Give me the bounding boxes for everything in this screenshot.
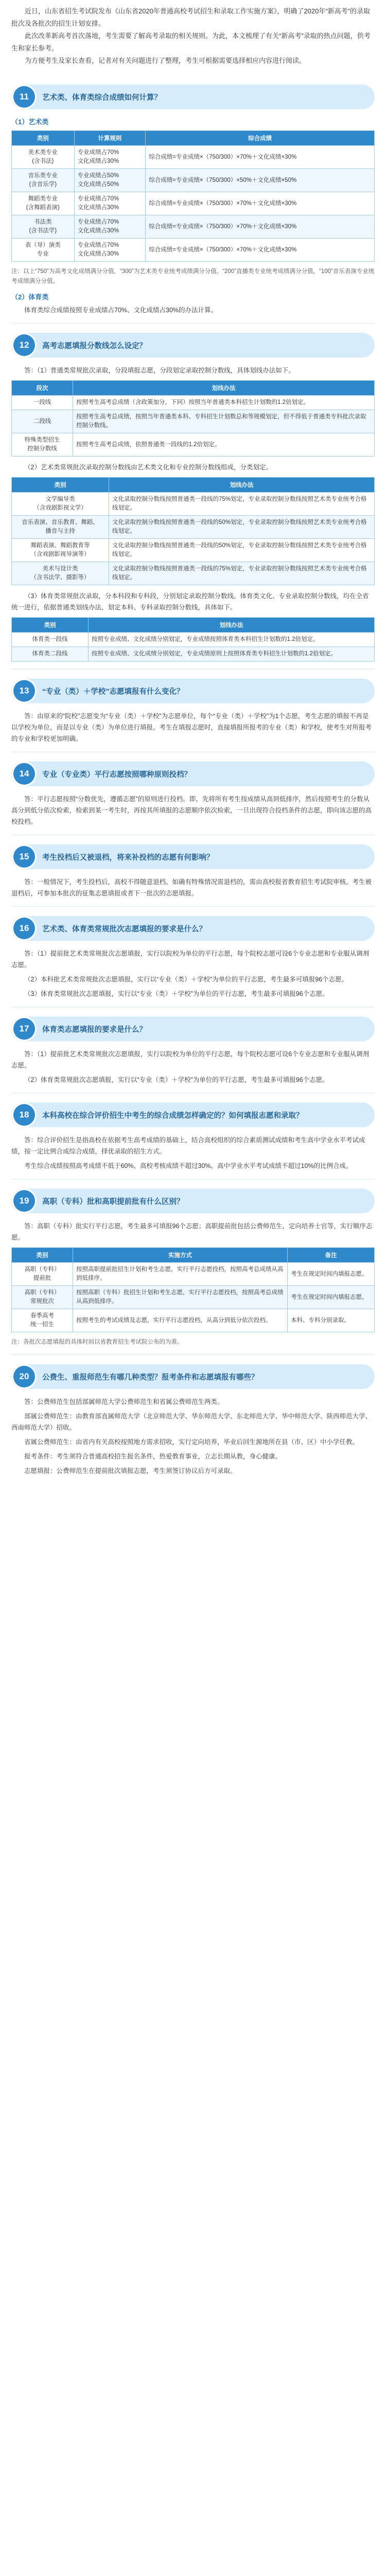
- table-cell: 舞蹈类专业 (含舞蹈表演): [12, 192, 75, 215]
- answer-paragraph: 答：由原来的“院校”志愿变为“专业（类）＋学校”为志愿单位，每个“专业（类）＋学校”为1个志愿，考生志愿的填报不再是以学校为单位，而是以专业（类）为单位进行填报。考生在填报志愿时，直接填报所报考的专业（类）和学校，使考生对所报考的专业和学校更加明确。: [11, 713, 372, 742]
- intro: [11, 0, 375, 75]
- question-title: 高职（专科）批和高职提前批有什么区别？: [42, 1197, 184, 1206]
- table-cell: 文学编导类 （含戏剧影视文学）: [12, 493, 109, 516]
- table-cell: 美术与设计类 （含书法学、摄影等）: [12, 562, 109, 585]
- question-block: [11, 844, 375, 899]
- table-row: [12, 647, 375, 662]
- question-block: [11, 1103, 375, 1172]
- answer-paragraph: （2）艺术类常规批次录取控制分数线由艺术类文化和专业控制分数线组成，分类划定。: [24, 464, 272, 471]
- table-cell: 特殊类型招生 控制分数线: [12, 433, 73, 456]
- question-title: 艺术类、体育类常规批次志愿填报的要求是什么？: [42, 925, 206, 934]
- table-cell: 综合成绩=专业成绩×（750/300）×70%＋文化成绩×30%: [146, 215, 375, 239]
- table-row: [12, 493, 375, 516]
- table-row: [12, 192, 375, 215]
- table-cell: 春季高考 统一招生: [12, 1309, 73, 1332]
- question-number: 13: [13, 680, 35, 702]
- table-cell: 专业成绩占70% 文化成绩占30%: [74, 146, 146, 169]
- answer-paragraph: 体育类综合成绩按照专业成绩占70%、文化成绩占30%的办法计算。: [24, 307, 218, 314]
- question-header: [11, 1103, 375, 1127]
- table-cell: 按照考生高考总成绩，依照普通类一段线的1.2倍划定。: [73, 433, 375, 456]
- divider: [11, 1354, 375, 1355]
- divider: [11, 323, 375, 324]
- answer-paragraph: 志愿填报：公费师范生在提前批次填报志愿，考生须签订协议后方可录取。: [24, 1467, 237, 1475]
- table-cell: 体育类二段线: [12, 647, 89, 662]
- table-header: 综合成绩: [146, 131, 375, 146]
- question-block: [11, 84, 375, 316]
- table-cell: 按照专业成绩、文化成绩分别划定，专业成绩按照体育类本科招生计划数的1.2倍划定。: [89, 633, 375, 647]
- table-cell: 按照高职提前批招生计划和考生志愿，实行平行志愿投档，按照高考总成绩从高到低排序。: [73, 1263, 288, 1286]
- table-header: 划线办法: [89, 618, 375, 633]
- data-table: [11, 130, 375, 262]
- table-header: 类别: [12, 131, 75, 146]
- table-row: [12, 146, 375, 169]
- data-table: [11, 380, 375, 456]
- table-header: 段次: [12, 381, 73, 396]
- table-cell: 文化录取控制分数线按照普通类一段线的75%划定，专业录取控制分数线按照艺术类专业统考合格线划定。: [109, 493, 375, 516]
- table-note: 注：以上“750”为高考文化成绩满分分值，“300”为艺术类专业统考成绩满分分值。“200”直播类专业统考成绩满分分值，“100”音乐表演专业统考成绩满分分值。: [11, 268, 375, 284]
- table-cell: 按照高职（专科）批招生计划和考生志愿，实行平行志愿投档，按照高考总成绩从高到低排序。: [73, 1286, 288, 1309]
- table-cell: 综合成绩=专业成绩×（750/300）×70%＋文化成绩×30%: [146, 239, 375, 262]
- table-row: [12, 633, 375, 647]
- answer-paragraph: 答：（1）提前批艺术类常规批次志愿填报，实行以院校为单位的平行志愿，每个院校志愿可设6个专业志愿和专业服从调剂志愿。: [11, 1050, 370, 1069]
- table-cell: 专业成绩占70% 文化成绩占30%: [74, 215, 146, 239]
- table-header: 划线办法: [109, 478, 375, 493]
- question-number: 15: [13, 846, 35, 868]
- question-title: 公费生、重报师范生有哪几种类型？报考条件和志愿填报有哪些？: [42, 1373, 259, 1382]
- question-header: [11, 916, 375, 941]
- question-number: 14: [13, 763, 35, 785]
- table-cell: 专业成绩占70% 文化成绩占30%: [74, 239, 146, 262]
- question-title: 专业（专业类）平行志愿按照哪种原则投档？: [42, 770, 191, 779]
- table-row: [12, 169, 375, 192]
- question-block: [11, 679, 375, 744]
- table-header: 类别: [12, 1248, 73, 1263]
- table-cell: 考生在规定时间内填报志愿。: [288, 1263, 375, 1286]
- table-cell: 高职（专科） 提前批: [12, 1263, 73, 1286]
- answer-paragraph: 省属公费师范生：由省内有关高校按照地方需求招收，实行定向培养，毕业后回生源地所在县（市、区）中小学任教。: [24, 1438, 359, 1446]
- table-header: 类别: [12, 478, 109, 493]
- answer-paragraph: 答：公费师范生包括部属师范大学公费师范生和省属公费师范生两类。: [24, 1398, 224, 1405]
- question-block: [11, 1364, 375, 1477]
- table-cell: 美术类专业 (含书法): [12, 146, 75, 169]
- table-cell: 综合成绩=专业成绩×（750/300）×70%＋文化成绩×30%: [146, 146, 375, 169]
- question-title: 体育类志愿填报的要求是什么？: [42, 1025, 147, 1034]
- table-cell: 按照考生高考总成绩，按照当年普通类本科、专科招生计划数总和等规模划定，但不得低于普通类专科批次录取控制分数线。: [73, 410, 375, 433]
- table-cell: 综合成绩=专业成绩×（750/300）×70%＋文化成绩×30%: [146, 192, 375, 215]
- table-cell: 音乐类专业 (含音乐学): [12, 169, 75, 192]
- table-cell: 高职（专科） 常规批次: [12, 1286, 73, 1309]
- table-note: 注：各批次志愿填报的具体时间以省教育招生考试院公布的为准。: [11, 1339, 183, 1345]
- question-header: [11, 1016, 375, 1041]
- table-header: 计算规则: [74, 131, 146, 146]
- table-cell: 本科、专科分别录取。: [288, 1309, 375, 1332]
- table-row: [12, 516, 375, 539]
- answer-paragraph: 报考条件：考生须符合普通高校招生报名条件，热爱教育事业，立志长期从教，身心健康。: [24, 1453, 282, 1460]
- intro-paragraph: 近日，山东省招生考试院发布《山东省2020年普通高校考试招生和录取工作实施方案》，明确了2020年“新高考”的录取批次及各批次的招生计划安排。: [11, 7, 370, 27]
- data-table: [11, 617, 375, 662]
- table-cell: 一段线: [12, 396, 73, 410]
- table-cell: 舞蹈表演、舞蹈教育等 （含戏剧影视导演等）: [12, 539, 109, 562]
- intro-paragraph: 为方便考生及家长查看，记者对有关问题进行了整理，考生可根据需要选择相应内容进行阅读。: [25, 57, 306, 64]
- question-block: [11, 1189, 375, 1347]
- table-cell: 体育类一段线: [12, 633, 89, 647]
- question-number: 18: [13, 1104, 35, 1126]
- answer-paragraph: （2）体育类常规批次志愿填报，实行以“专业（类）＋学校”为单位的平行志愿，考生最多可填报96个志愿。: [24, 1076, 329, 1083]
- answer-paragraph: 答：一般情况下，考生投档后，高校不得随意退档。如确有特殊情况需退档的，需由高校报省教育招生考试院审核。考生被退档后，可参加本批次的征集志愿填报或者下一批次的志愿填报。: [11, 878, 372, 897]
- question-header: [11, 1364, 375, 1389]
- table-cell: 按照考生高考总成绩（含政策加分，下同）按照当年普通类本科招生计划数的1.2倍划定。: [73, 396, 375, 410]
- answer-paragraph: 答：高职（专科）批实行平行志愿，考生最多可填报96个志愿；高职提前批包括公费师范生、定向培养士官等，实行顺序志愿。: [11, 1223, 373, 1241]
- table-row: [12, 1286, 375, 1309]
- table-row: [12, 539, 375, 562]
- question-title: 高考志愿填报分数线怎么设定？: [42, 342, 147, 350]
- subheading: （2）体育类: [11, 293, 49, 301]
- table-cell: 音乐表演、音乐教育、舞蹈、 播音与主持: [12, 516, 109, 539]
- answer-paragraph: 答：（1）普通类常规批次录取，分段填报志愿，分段划定录取控制分数线，具体划线办法如下。: [24, 367, 295, 374]
- table-row: [12, 433, 375, 456]
- table-row: [12, 215, 375, 239]
- question-title: 艺术类、体育类综合成绩如何计算？: [42, 93, 162, 102]
- question-number: 20: [13, 1366, 35, 1387]
- table-header: 备注: [288, 1248, 375, 1263]
- table-cell: 按照考生的考试成绩及志愿，实行平行志愿投档，从高分到低分依次投档。: [73, 1309, 288, 1332]
- answer-paragraph: 考生综合成绩按照高考成绩不低于60%、高校考核成绩不超过30%、高中学业水平考试成绩不超过10%的比例合成。: [24, 1162, 353, 1170]
- question-header: [11, 1189, 375, 1213]
- question-header: [11, 84, 375, 109]
- table-header: 划线办法: [73, 381, 375, 396]
- question-header: [11, 679, 375, 703]
- table-cell: 考生在规定时间内填报志愿。: [288, 1286, 375, 1309]
- table-row: [12, 410, 375, 433]
- question-header: [11, 761, 375, 786]
- answer-paragraph: （2）本科批艺术类常规批次志愿填报，实行以“专业（类）＋学校”为单位的平行志愿，考生最多可填报96个志愿。: [24, 976, 348, 983]
- question-number: 11: [13, 86, 35, 108]
- table-cell: 专业成绩占50% 文化成绩占50%: [74, 169, 146, 192]
- table-cell: 表（导）演类 专业: [12, 239, 75, 262]
- question-number: 16: [13, 918, 35, 939]
- data-table: [11, 477, 375, 585]
- table-cell: 综合成绩=专业成绩×（750/300）×50%＋文化成绩×50%: [146, 169, 375, 192]
- question-header: [11, 844, 375, 869]
- table-cell: 书法类 (含书法学): [12, 215, 75, 239]
- data-table: [11, 1247, 375, 1332]
- question-header: [11, 333, 375, 358]
- table-cell: 按照专业成绩、文化成绩分别划定，专业成绩原则上按照体育类专科招生计划数的1.2倍划定。: [89, 647, 375, 662]
- answer-paragraph: （3）体育类常规批次志愿填报，实行以“专业（类）＋学校”为单位的平行志愿，考生最多可填报96个志愿。: [24, 990, 329, 997]
- answer-paragraph: 部属公费师范生：由教育部直属师范大学（北京师范大学、华东师范大学、东北师范大学、华中师范大学、陕西师范大学、西南师范大学）招收。: [11, 1413, 372, 1431]
- question-block: [11, 333, 375, 662]
- table-cell: 专业成绩占70% 文化成绩占30%: [74, 192, 146, 215]
- table-row: [12, 239, 375, 262]
- answer-paragraph: 答：（1）提前批艺术类常规批次志愿填报，实行以院校为单位的平行志愿，每个院校志愿可设6个专业志愿和专业服从调剂志愿。: [11, 950, 370, 969]
- table-header: 类别: [12, 618, 89, 633]
- table-row: [12, 396, 375, 410]
- answer-paragraph: 答：综合评价招生是指高校在依据考生高考成绩的基础上，结合高校组织的综合素质测试成绩和考生高中学业水平考试成绩，按一定比例合成综合成绩，择优录取的招生方式。: [11, 1137, 365, 1155]
- question-number: 19: [13, 1190, 35, 1212]
- table-row: [12, 562, 375, 585]
- table-cell: 文化录取控制分数线按照普通类一段线的50%划定，专业录取控制分数线按照艺术类专业统考合格线划定。: [109, 516, 375, 539]
- question-block: [11, 761, 375, 827]
- question-title: 考生投档后又被退档，将来补投档的志愿有何影响？: [42, 853, 214, 862]
- table-cell: 二段线: [12, 410, 73, 433]
- subheading: （1）艺术类: [11, 118, 49, 126]
- question-block: [11, 1016, 375, 1086]
- table-row: [12, 1263, 375, 1286]
- table-cell: 文化录取控制分数线按照普通类一段线的75%划定，专业录取控制分数线按照艺术类专业统考合格线划定。: [109, 562, 375, 585]
- divider: [11, 906, 375, 907]
- answer-paragraph: 答：平行志愿按照“分数优先，遵循志愿”的原则进行投档。即，先将所有考生按成绩从高到低排序，然后按照考生的分数从高分到低分依次检索，检索到某一考生时，再按其所填报的志愿顺序依次检索，一旦出现符合投档条件的志愿，即向该志愿的高校投档。: [11, 795, 372, 825]
- table-header: 实施方式: [73, 1248, 288, 1263]
- table-row: [12, 1309, 375, 1332]
- question-number: 17: [13, 1018, 35, 1040]
- question-number: 12: [13, 334, 35, 356]
- table-cell: 文化录取控制分数线按照普通类一段线的50%划定，专业录取控制分数线按照艺术类专业统考合格线划定。: [109, 539, 375, 562]
- question-block: [11, 916, 375, 999]
- answer-paragraph: （3）体育类常规批次录取，分本科段和专科段，分别划定录取控制分数线。体育类文化、专业录取控制分数线，均在全省统一进行，依据普通类划线办法，划定本科、专科录取控制分数线，具体如下。: [11, 592, 369, 611]
- question-title: 本科高校在综合评价招生中考生的综合成绩怎样确定的？如何填报志愿和录取？: [42, 1111, 304, 1120]
- intro-paragraph: 此次改革新高考首次落地，考生需要了解高考录取的相关规则。为此，本文梳理了有关“新高考”录取的热点问题，供考生和家长参考。: [11, 32, 371, 52]
- question-title: “专业（类）＋学校”志愿填报有什么变化？: [42, 687, 184, 696]
